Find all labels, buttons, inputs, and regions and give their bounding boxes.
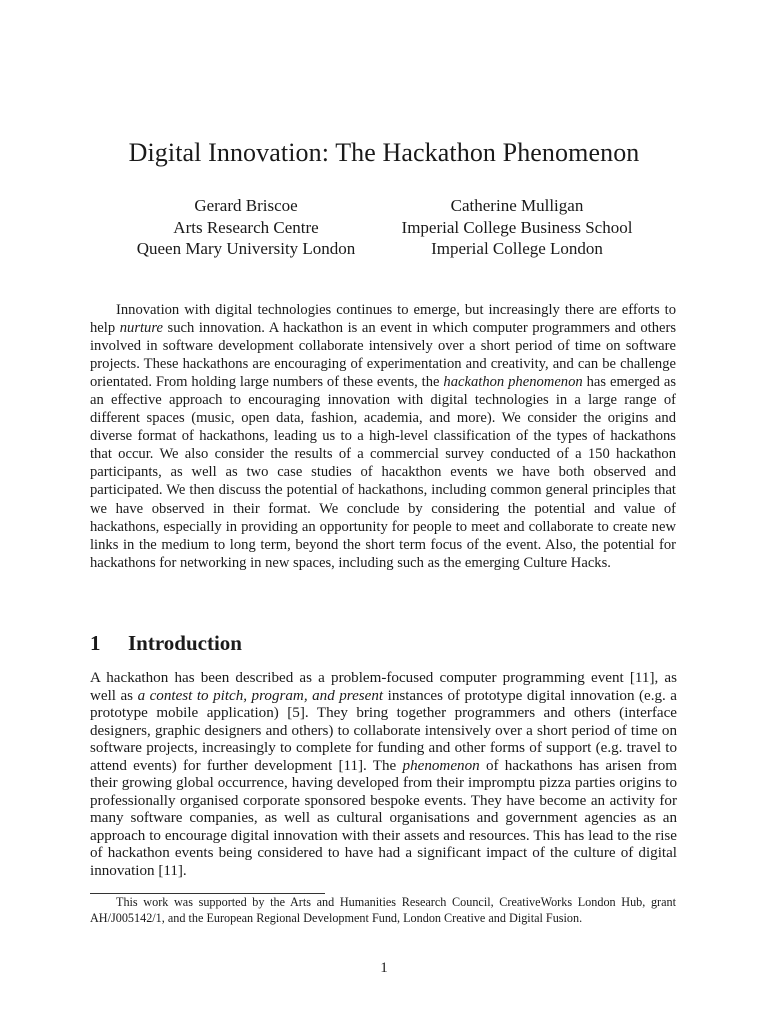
intro-text-part: of hackathons has arisen from their growing global occurrence, having developed from their impromptu pizza parties origins to professionally organised corporate sponsored bespoke events. They have become an activity for many software companies, as well as cultural organisations and government agencies as an approach to encourage digital innovation with their assets and resources. This has lead to the rise of hackathon events being considered to have had a significant impact of the culture of digital innovation [11].	[90, 757, 677, 880]
author-affiliation: Imperial College Business School	[401, 217, 633, 237]
abstract-text-part: such innovation. A hackathon is an event in which computer programmers and others involved in software development collaborate intensively over a short period of time on software projects. These hackathons are encouraging of experimentation and creativity, and can be challenge orientated. From holding large numbers of these events, the	[90, 320, 677, 391]
author-institution: Imperial College London	[431, 239, 603, 258]
abstract-emphasis: hackathon phenomenon	[443, 374, 583, 391]
author-affiliation: Arts Research Centre	[173, 217, 319, 237]
author-name: Gerard Briscoe	[194, 196, 298, 215]
author-name: Catherine Mulligan	[450, 196, 584, 215]
author-institution: Queen Mary University London	[136, 239, 356, 258]
section-title: Introduction	[128, 631, 242, 655]
abstract-text-part: Innovation with digital technologies continues to emerge, but increasingly there are efforts to help	[90, 302, 676, 337]
section-number: 1	[90, 631, 101, 655]
section-heading-introduction	[90, 630, 242, 656]
page-number: 1	[380, 960, 388, 976]
introduction-paragraph	[90, 670, 677, 881]
intro-text-part: instances of prototype digital innovation (e.g. a prototype mobile application) [5]. They bring together programmers and others (interface designers, graphic designers and others) to collaborate intensively over a short period of time on software projects, increasingly to complete for funding and other forms of support (e.g. travel to attend events) for further development [11]. The	[90, 687, 678, 774]
author-block-mulligan	[378, 195, 656, 260]
abstract-paragraph	[90, 301, 676, 572]
paper-title: Digital Innovation: The Hackathon Phenomenon	[128, 138, 640, 167]
intro-text-part: A hackathon has been described as a problem-focused computer programming event [11], as well as	[90, 670, 677, 704]
author-block-briscoe	[110, 195, 382, 260]
abstract-text-part: has emerged as an effective approach to encouraging innovation with digital technologies in a large range of different spaces (music, open data, fashion, academia, and more). We consider the origins and diverse format of hackathons, leading us to a high-level classification of the types of hackathons that occur. We also consider the results of a commercial survey conducted of a 150 hackathon participants, as well as two case studies of hacakthon events we have both observed and participated. We then discuss the potential of hackathons, including common general principles that we have observed in their format. We conclude by considering the potential and value of hackathons, especially in providing an opportunity for people to meet and collaborate to create new links in the medium to long term, beyond the short term focus of the event. Also, the potential for hackathons for networking in new spaces, including such as the emerging Culture Hacks.	[90, 374, 677, 571]
footnote: This work was supported by the Arts and Humanities Research Council, CreativeWorks London Hub, grant AH/J005142/1, and the European Regional Development Fund, London Creative and Digital Fusion.	[90, 895, 676, 925]
abstract-emphasis: nurture	[119, 320, 163, 337]
intro-emphasis: phenomenon	[402, 757, 480, 774]
intro-emphasis: a contest to pitch, program, and present	[137, 687, 384, 704]
